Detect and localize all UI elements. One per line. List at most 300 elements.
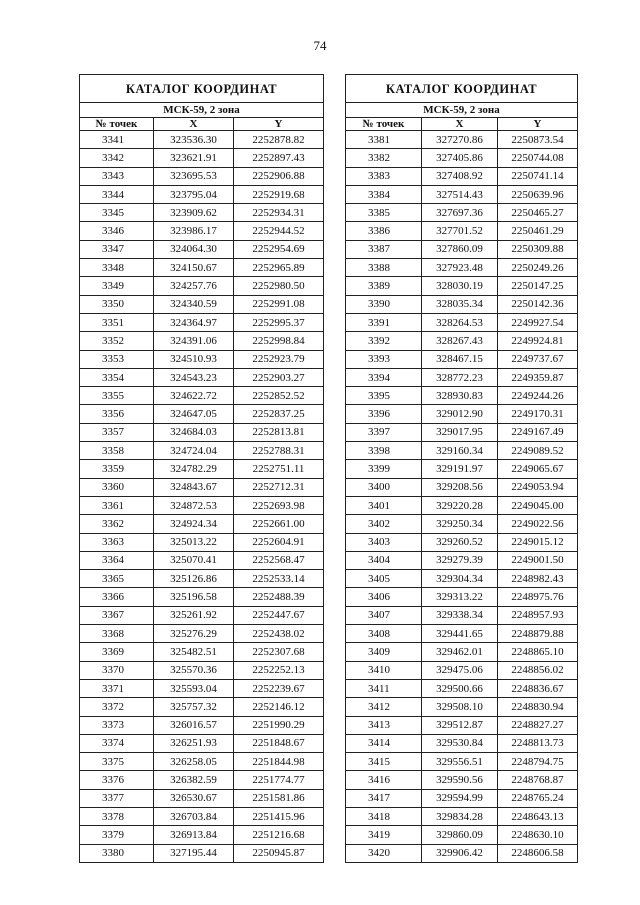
table-row: [346, 606, 578, 624]
y-coordinate-cell: 2248865.10: [498, 643, 578, 661]
table-row: [80, 606, 324, 624]
table-row: [346, 423, 578, 441]
table-row: [80, 734, 324, 752]
table-row: [80, 551, 324, 569]
point-number-cell: 3420: [346, 844, 422, 862]
y-coordinate-cell: 2252923.79: [234, 350, 324, 368]
x-coordinate-cell: 323621.91: [154, 149, 234, 167]
table-row: [80, 570, 324, 588]
y-coordinate-cell: 2248982.43: [498, 570, 578, 588]
point-number-cell: 3405: [346, 570, 422, 588]
x-coordinate-cell: 328264.53: [422, 313, 498, 331]
table-row: [80, 332, 324, 350]
point-number-cell: 3394: [346, 368, 422, 386]
y-coordinate-cell: 2248879.88: [498, 625, 578, 643]
point-number-cell: 3342: [80, 149, 154, 167]
point-number-cell: 3354: [80, 368, 154, 386]
table-row: [80, 826, 324, 844]
x-coordinate-cell: 324364.97: [154, 313, 234, 331]
table-row: [80, 844, 324, 862]
table-row: [80, 131, 324, 149]
table-row: [80, 204, 324, 222]
point-number-cell: 3369: [80, 643, 154, 661]
point-number-cell: 3345: [80, 204, 154, 222]
table-row: [80, 295, 324, 313]
point-number-cell: 3411: [346, 679, 422, 697]
point-number-cell: 3360: [80, 478, 154, 496]
y-coordinate-cell: 2252919.68: [234, 185, 324, 203]
point-number-cell: 3388: [346, 259, 422, 277]
y-coordinate-cell: 2252712.31: [234, 478, 324, 496]
point-number-cell: 3389: [346, 277, 422, 295]
table-row: [346, 313, 578, 331]
table-row: [80, 149, 324, 167]
y-coordinate-cell: 2249022.56: [498, 515, 578, 533]
table-row: [80, 698, 324, 716]
point-number-cell: 3397: [346, 423, 422, 441]
y-coordinate-cell: 2249001.50: [498, 551, 578, 569]
y-coordinate-cell: 2248606.58: [498, 844, 578, 862]
x-coordinate-cell: 326913.84: [154, 826, 234, 844]
y-coordinate-cell: 2252954.69: [234, 240, 324, 258]
y-coordinate-cell: 2250142.36: [498, 295, 578, 313]
y-coordinate-cell: 2252693.98: [234, 496, 324, 514]
x-coordinate-cell: 325126.86: [154, 570, 234, 588]
x-coordinate-cell: 327405.86: [422, 149, 498, 167]
y-coordinate-cell: 2248836.67: [498, 679, 578, 697]
y-coordinate-cell: 2249244.26: [498, 387, 578, 405]
point-number-cell: 3379: [80, 826, 154, 844]
x-coordinate-cell: 327860.09: [422, 240, 498, 258]
table-row: [80, 313, 324, 331]
point-number-cell: 3356: [80, 405, 154, 423]
table-row: [346, 387, 578, 405]
point-number-cell: 3393: [346, 350, 422, 368]
x-coordinate-cell: 328930.83: [422, 387, 498, 405]
point-number-cell: 3418: [346, 807, 422, 825]
x-coordinate-cell: 326258.05: [154, 753, 234, 771]
x-coordinate-cell: 329260.52: [422, 533, 498, 551]
catalog-title: КАТАЛОГ КООРДИНАТ: [346, 75, 578, 103]
point-number-cell: 3378: [80, 807, 154, 825]
y-coordinate-cell: 2252944.52: [234, 222, 324, 240]
x-coordinate-cell: 329220.28: [422, 496, 498, 514]
point-number-cell: 3374: [80, 734, 154, 752]
x-coordinate-cell: 324924.34: [154, 515, 234, 533]
x-coordinate-cell: 324391.06: [154, 332, 234, 350]
x-coordinate-cell: 327408.92: [422, 167, 498, 185]
point-number-cell: 3408: [346, 625, 422, 643]
x-coordinate-cell: 325482.51: [154, 643, 234, 661]
y-coordinate-cell: 2250147.25: [498, 277, 578, 295]
table-row: [346, 807, 578, 825]
y-coordinate-cell: 2252934.31: [234, 204, 324, 222]
x-coordinate-cell: 327697.36: [422, 204, 498, 222]
table-row: [346, 716, 578, 734]
table-row: [346, 149, 578, 167]
x-coordinate-cell: 329250.34: [422, 515, 498, 533]
x-coordinate-cell: 329834.28: [422, 807, 498, 825]
y-coordinate-cell: 2251990.29: [234, 716, 324, 734]
table-row: [346, 643, 578, 661]
point-number-cell: 3376: [80, 771, 154, 789]
y-coordinate-cell: 2249927.54: [498, 313, 578, 331]
table-row: [346, 131, 578, 149]
y-coordinate-cell: 2248830.94: [498, 698, 578, 716]
y-coordinate-cell: 2248827.27: [498, 716, 578, 734]
y-coordinate-cell: 2248856.02: [498, 661, 578, 679]
y-coordinate-cell: 2250873.54: [498, 131, 578, 149]
table-row: [80, 661, 324, 679]
x-coordinate-cell: 329508.10: [422, 698, 498, 716]
x-coordinate-cell: 327701.52: [422, 222, 498, 240]
table-row: [346, 551, 578, 569]
y-coordinate-cell: 2248765.24: [498, 789, 578, 807]
y-coordinate-cell: 2249737.67: [498, 350, 578, 368]
x-coordinate-cell: 329012.90: [422, 405, 498, 423]
table-row: [80, 807, 324, 825]
y-coordinate-cell: 2252488.39: [234, 588, 324, 606]
y-coordinate-cell: 2249045.00: [498, 496, 578, 514]
table-row: [80, 442, 324, 460]
y-coordinate-cell: 2252906.88: [234, 167, 324, 185]
x-coordinate-cell: 327514.43: [422, 185, 498, 203]
point-number-cell: 3346: [80, 222, 154, 240]
table-row: [346, 625, 578, 643]
coordinate-system-label: МСК-59, 2 зона: [80, 103, 324, 118]
x-coordinate-cell: 329594.99: [422, 789, 498, 807]
point-number-cell: 3357: [80, 423, 154, 441]
y-coordinate-cell: 2252788.31: [234, 442, 324, 460]
x-coordinate-cell: 323909.62: [154, 204, 234, 222]
table-row: [80, 350, 324, 368]
x-coordinate-cell: 328035.34: [422, 295, 498, 313]
header-y: Y: [234, 118, 324, 131]
x-coordinate-cell: 324724.04: [154, 442, 234, 460]
table-row: [346, 167, 578, 185]
table-row: [346, 478, 578, 496]
y-coordinate-cell: 2252447.67: [234, 606, 324, 624]
y-coordinate-cell: 2252995.37: [234, 313, 324, 331]
y-coordinate-cell: 2249089.52: [498, 442, 578, 460]
header-point-number: № точек: [346, 118, 422, 131]
x-coordinate-cell: 324684.03: [154, 423, 234, 441]
table-row: [346, 496, 578, 514]
x-coordinate-cell: 329160.34: [422, 442, 498, 460]
y-coordinate-cell: 2252604.91: [234, 533, 324, 551]
y-coordinate-cell: 2252897.43: [234, 149, 324, 167]
x-coordinate-cell: 329304.34: [422, 570, 498, 588]
table-row: [80, 716, 324, 734]
point-number-cell: 3371: [80, 679, 154, 697]
point-number-cell: 3390: [346, 295, 422, 313]
point-number-cell: 3364: [80, 551, 154, 569]
x-coordinate-cell: 325196.58: [154, 588, 234, 606]
x-coordinate-cell: 329512.87: [422, 716, 498, 734]
x-coordinate-cell: 324340.59: [154, 295, 234, 313]
x-coordinate-cell: 326530.67: [154, 789, 234, 807]
x-coordinate-cell: 324543.23: [154, 368, 234, 386]
table-row: [346, 332, 578, 350]
y-coordinate-cell: 2248643.13: [498, 807, 578, 825]
coordinate-system-label: МСК-59, 2 зона: [346, 103, 578, 118]
point-number-cell: 3350: [80, 295, 154, 313]
table-row: [80, 387, 324, 405]
y-coordinate-cell: 2252998.84: [234, 332, 324, 350]
y-coordinate-cell: 2252533.14: [234, 570, 324, 588]
x-coordinate-cell: 329530.84: [422, 734, 498, 752]
table-row: [80, 423, 324, 441]
point-number-cell: 3409: [346, 643, 422, 661]
y-coordinate-cell: 2252878.82: [234, 131, 324, 149]
table-row: [346, 295, 578, 313]
y-coordinate-cell: 2252568.47: [234, 551, 324, 569]
x-coordinate-cell: 329191.97: [422, 460, 498, 478]
x-coordinate-cell: 329590.56: [422, 771, 498, 789]
table-row: [80, 533, 324, 551]
x-coordinate-cell: 325757.32: [154, 698, 234, 716]
x-coordinate-cell: 324872.53: [154, 496, 234, 514]
point-number-cell: 3372: [80, 698, 154, 716]
x-coordinate-cell: 329441.65: [422, 625, 498, 643]
y-coordinate-cell: 2249924.81: [498, 332, 578, 350]
point-number-cell: 3410: [346, 661, 422, 679]
y-coordinate-cell: 2252146.12: [234, 698, 324, 716]
table-row: [346, 661, 578, 679]
point-number-cell: 3377: [80, 789, 154, 807]
y-coordinate-cell: 2248975.76: [498, 588, 578, 606]
header-y: Y: [498, 118, 578, 131]
table-row: [80, 277, 324, 295]
point-number-cell: 3396: [346, 405, 422, 423]
point-number-cell: 3361: [80, 496, 154, 514]
table-row: [346, 789, 578, 807]
point-number-cell: 3368: [80, 625, 154, 643]
point-number-cell: 3402: [346, 515, 422, 533]
table-row: [80, 368, 324, 386]
table-row: [80, 478, 324, 496]
table-row: [346, 533, 578, 551]
x-coordinate-cell: 329462.01: [422, 643, 498, 661]
point-number-cell: 3380: [80, 844, 154, 862]
table-row: [346, 204, 578, 222]
x-coordinate-cell: 328267.43: [422, 332, 498, 350]
x-coordinate-cell: 328467.15: [422, 350, 498, 368]
point-number-cell: 3391: [346, 313, 422, 331]
table-row: [80, 460, 324, 478]
table-row: [80, 753, 324, 771]
y-coordinate-cell: 2248794.75: [498, 753, 578, 771]
y-coordinate-cell: 2252438.02: [234, 625, 324, 643]
x-coordinate-cell: 323986.17: [154, 222, 234, 240]
table-row: [346, 442, 578, 460]
point-number-cell: 3382: [346, 149, 422, 167]
table-row: [346, 844, 578, 862]
x-coordinate-cell: 329556.51: [422, 753, 498, 771]
y-coordinate-cell: 2251216.68: [234, 826, 324, 844]
point-number-cell: 3406: [346, 588, 422, 606]
y-coordinate-cell: 2252980.50: [234, 277, 324, 295]
x-coordinate-cell: 329017.95: [422, 423, 498, 441]
x-coordinate-cell: 325593.04: [154, 679, 234, 697]
point-number-cell: 3415: [346, 753, 422, 771]
x-coordinate-cell: 329208.56: [422, 478, 498, 496]
page-number: 74: [313, 38, 327, 53]
point-number-cell: 3383: [346, 167, 422, 185]
point-number-cell: 3385: [346, 204, 422, 222]
point-number-cell: 3395: [346, 387, 422, 405]
point-number-cell: 3401: [346, 496, 422, 514]
x-coordinate-cell: 329500.66: [422, 679, 498, 697]
x-coordinate-cell: 326703.84: [154, 807, 234, 825]
table-row: [80, 185, 324, 203]
point-number-cell: 3398: [346, 442, 422, 460]
table-row: [80, 789, 324, 807]
y-coordinate-cell: 2250741.14: [498, 167, 578, 185]
x-coordinate-cell: 324622.72: [154, 387, 234, 405]
point-number-cell: 3363: [80, 533, 154, 551]
table-row: [80, 625, 324, 643]
x-coordinate-cell: 324647.05: [154, 405, 234, 423]
y-coordinate-cell: 2251848.67: [234, 734, 324, 752]
x-coordinate-cell: 324843.67: [154, 478, 234, 496]
point-number-cell: 3349: [80, 277, 154, 295]
y-coordinate-cell: 2250639.96: [498, 185, 578, 203]
x-coordinate-cell: 324064.30: [154, 240, 234, 258]
point-number-cell: 3403: [346, 533, 422, 551]
header-point-number: № точек: [80, 118, 154, 131]
y-coordinate-cell: 2249053.94: [498, 478, 578, 496]
table-row: [80, 771, 324, 789]
table-row: [346, 222, 578, 240]
x-coordinate-cell: 324510.93: [154, 350, 234, 368]
table-row: [80, 679, 324, 697]
x-coordinate-cell: 325070.41: [154, 551, 234, 569]
point-number-cell: 3358: [80, 442, 154, 460]
y-coordinate-cell: 2249065.67: [498, 460, 578, 478]
table-row: [346, 350, 578, 368]
x-coordinate-cell: 324150.67: [154, 259, 234, 277]
x-coordinate-cell: 324782.29: [154, 460, 234, 478]
y-coordinate-cell: 2249167.49: [498, 423, 578, 441]
point-number-cell: 3404: [346, 551, 422, 569]
point-number-cell: 3399: [346, 460, 422, 478]
x-coordinate-cell: 326382.59: [154, 771, 234, 789]
coordinate-catalog-left: [79, 74, 324, 863]
point-number-cell: 3352: [80, 332, 154, 350]
y-coordinate-cell: 2251844.98: [234, 753, 324, 771]
x-coordinate-cell: 326251.93: [154, 734, 234, 752]
point-number-cell: 3341: [80, 131, 154, 149]
x-coordinate-cell: 325276.29: [154, 625, 234, 643]
x-coordinate-cell: 325013.22: [154, 533, 234, 551]
y-coordinate-cell: 2251581.86: [234, 789, 324, 807]
x-coordinate-cell: 323695.53: [154, 167, 234, 185]
x-coordinate-cell: 329279.39: [422, 551, 498, 569]
table-row: [346, 679, 578, 697]
x-coordinate-cell: 327923.48: [422, 259, 498, 277]
x-coordinate-cell: 329860.09: [422, 826, 498, 844]
point-number-cell: 3387: [346, 240, 422, 258]
table-row: [80, 259, 324, 277]
table-row: [346, 826, 578, 844]
catalog-title: КАТАЛОГ КООРДИНАТ: [80, 75, 324, 103]
point-number-cell: 3366: [80, 588, 154, 606]
y-coordinate-cell: 2252852.52: [234, 387, 324, 405]
y-coordinate-cell: 2252965.89: [234, 259, 324, 277]
point-number-cell: 3344: [80, 185, 154, 203]
x-coordinate-cell: 323536.30: [154, 131, 234, 149]
table-row: [346, 460, 578, 478]
table-row: [346, 185, 578, 203]
y-coordinate-cell: 2250309.88: [498, 240, 578, 258]
table-row: [346, 698, 578, 716]
x-coordinate-cell: 323795.04: [154, 185, 234, 203]
point-number-cell: 3400: [346, 478, 422, 496]
y-coordinate-cell: 2249170.31: [498, 405, 578, 423]
y-coordinate-cell: 2252751.11: [234, 460, 324, 478]
y-coordinate-cell: 2252252.13: [234, 661, 324, 679]
table-row: [346, 734, 578, 752]
point-number-cell: 3375: [80, 753, 154, 771]
table-row: [346, 515, 578, 533]
point-number-cell: 3412: [346, 698, 422, 716]
point-number-cell: 3373: [80, 716, 154, 734]
x-coordinate-cell: 329906.42: [422, 844, 498, 862]
table-row: [80, 588, 324, 606]
table-row: [80, 405, 324, 423]
y-coordinate-cell: 2251415.96: [234, 807, 324, 825]
point-number-cell: 3362: [80, 515, 154, 533]
table-row: [346, 771, 578, 789]
x-coordinate-cell: 329313.22: [422, 588, 498, 606]
table-row: [346, 277, 578, 295]
header-x: X: [154, 118, 234, 131]
point-number-cell: 3392: [346, 332, 422, 350]
point-number-cell: 3347: [80, 240, 154, 258]
point-number-cell: 3416: [346, 771, 422, 789]
point-number-cell: 3414: [346, 734, 422, 752]
y-coordinate-cell: 2250249.26: [498, 259, 578, 277]
y-coordinate-cell: 2251774.77: [234, 771, 324, 789]
x-coordinate-cell: 329338.34: [422, 606, 498, 624]
y-coordinate-cell: 2248957.93: [498, 606, 578, 624]
point-number-cell: 3407: [346, 606, 422, 624]
y-coordinate-cell: 2252307.68: [234, 643, 324, 661]
point-number-cell: 3419: [346, 826, 422, 844]
point-number-cell: 3359: [80, 460, 154, 478]
x-coordinate-cell: 325261.92: [154, 606, 234, 624]
point-number-cell: 3353: [80, 350, 154, 368]
y-coordinate-cell: 2248813.73: [498, 734, 578, 752]
table-row: [80, 643, 324, 661]
table-row: [346, 240, 578, 258]
point-number-cell: 3348: [80, 259, 154, 277]
table-row: [346, 570, 578, 588]
y-coordinate-cell: 2250461.29: [498, 222, 578, 240]
y-coordinate-cell: 2252813.81: [234, 423, 324, 441]
table-row: [346, 259, 578, 277]
table-row: [80, 496, 324, 514]
y-coordinate-cell: 2252661.00: [234, 515, 324, 533]
x-coordinate-cell: 327195.44: [154, 844, 234, 862]
point-number-cell: 3343: [80, 167, 154, 185]
x-coordinate-cell: 328772.23: [422, 368, 498, 386]
y-coordinate-cell: 2250465.27: [498, 204, 578, 222]
y-coordinate-cell: 2252837.25: [234, 405, 324, 423]
y-coordinate-cell: 2249015.12: [498, 533, 578, 551]
x-coordinate-cell: 324257.76: [154, 277, 234, 295]
